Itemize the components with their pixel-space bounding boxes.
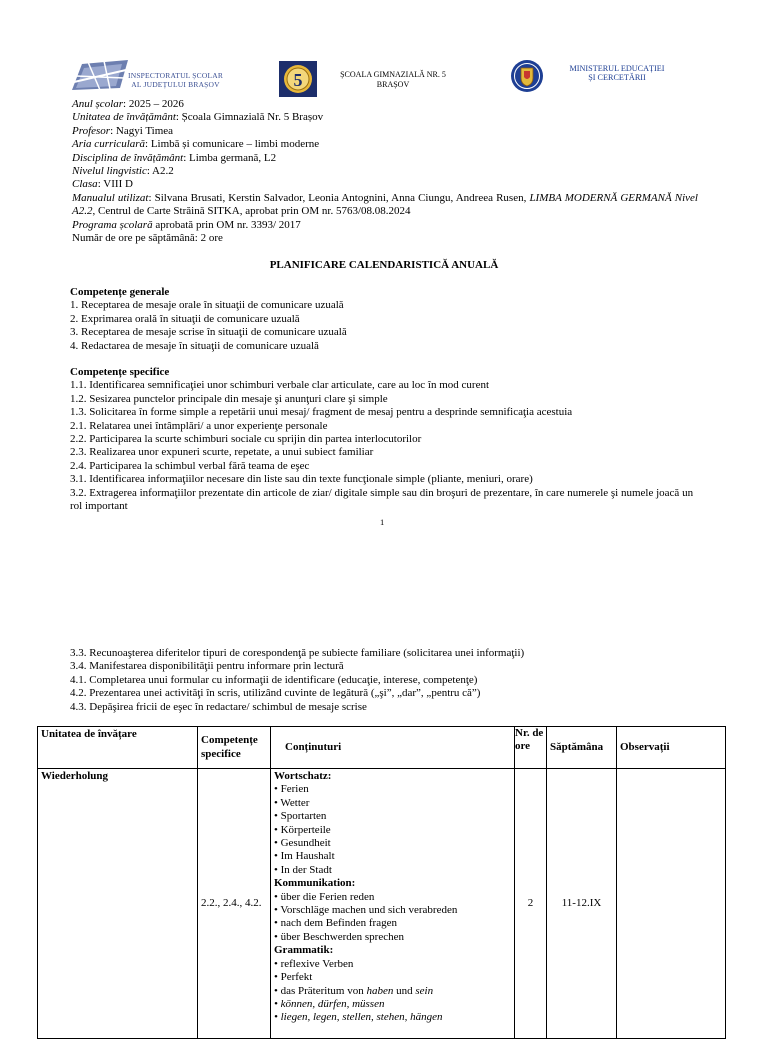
meta-line: [72, 111, 698, 124]
list-item: 2.1. Relatarea unei întâmplări/ a unor experienţe personale: [70, 419, 328, 432]
list-item: 4.1. Completarea unui formular cu informaţii de identificare (educaţie, interese, competenţe): [70, 673, 478, 686]
manual-line: [72, 192, 698, 219]
meta-value: : 2025 – 2026: [123, 98, 184, 110]
list-item: 1.3. Solicitarea în forme simple a repetării unui mesaj/ fragment de mesaj pentru a desprinde semnificaţia acestuia: [70, 406, 573, 419]
list-item: • über die Ferien reden: [274, 890, 375, 903]
header-observatii: Observații: [617, 727, 726, 769]
manual-title: LIMBA MODERNĂ GERMANĂ Nivel A2.2: [72, 191, 698, 218]
meta-line: [72, 125, 698, 138]
ministry-name-line1: MINISTERUL EDUCAȚIEI: [569, 64, 665, 73]
isj-emblem-icon: [70, 58, 130, 92]
school-name: [326, 70, 460, 89]
grammatik-text: sein: [415, 984, 434, 997]
meta-label: Disciplina de învățământ: [72, 151, 184, 164]
wortschatz-title: Wortschatz:: [274, 770, 332, 782]
manual-label: Manualul utilizat: [72, 191, 149, 204]
list-item: 4.2. Prezentarea unei activităţi în scris, utilizând cuvinte de legătură („şi”, „dar”, „pentru că”): [70, 687, 481, 700]
table-row: [38, 769, 726, 1039]
document-meta: [72, 98, 698, 245]
isj-name-line1: INSPECTORATUL ȘCOLAR: [128, 71, 224, 80]
header-competente: Competențe specifice: [198, 727, 271, 769]
meta-line: [72, 178, 698, 191]
meta-value: : Limbă și comunicare – limbi moderne: [145, 138, 320, 151]
grammatik-title: Grammatik:: [274, 944, 334, 957]
list-item: • können, dürfen, müssen: [274, 997, 385, 1010]
school-name-line1: ȘCOALA GIMNAZIALĂ NR. 5: [340, 70, 446, 79]
header-unitatea: Unitatea de învățare: [38, 727, 198, 769]
cell-unitatea: Wiederholung: [38, 769, 198, 1039]
meta-label: Aria curriculară: [72, 138, 146, 151]
meta-label: Nivelul lingvistic: [72, 165, 147, 178]
cell-continuturi: [271, 769, 515, 1039]
planning-table: [37, 726, 726, 1039]
meta-label: Unitatea de învățământ: [72, 111, 176, 124]
list-item: • Ferien: [274, 783, 309, 796]
list-item: 3. Receptarea de mesaje scrise în situaţii de comunicare uzuală: [70, 326, 347, 339]
meta-line: [72, 152, 698, 165]
list-item: • liegen, legen, stellen, stehen, hängen: [274, 1011, 443, 1024]
meta-value: : Nagyi Timea: [110, 124, 174, 137]
list-item: • Perfekt: [274, 971, 313, 984]
cell-competente: 2.2., 2.4., 4.2.: [198, 769, 271, 1039]
meta-value: : Școala Gimnazială Nr. 5 Brașov: [175, 111, 324, 124]
list-item: 3.1. Identificarea informaţiilor necesare din liste sau din texte funcţionale simple (pliante, meniuri, orare): [70, 473, 533, 486]
section-title: Competențe specifice: [70, 366, 170, 378]
list-item: 1.1. Identificarea semnificaţiei unor schimburi verbale clar articulate, care au loc în mod curent: [70, 379, 490, 392]
ministry-name: [558, 64, 676, 83]
manual-authors: : Silvana Brusati, Kerstin Salvador, Leonia Antognini, Anna Ciungu, Andreea Rusen,: [148, 191, 530, 204]
list-item: 4. Redactarea de mesaje în situaţii de comunicare uzuală: [70, 339, 319, 352]
meta-line: [72, 98, 698, 111]
list-item: • Vorschläge machen und sich verabreden: [274, 904, 458, 917]
section-title: Competențe generale: [70, 286, 170, 298]
grammatik-text: haben: [366, 984, 394, 997]
meta-value: : Limba germană, L2: [183, 151, 277, 164]
list-item: [274, 985, 511, 998]
programa-line: [72, 219, 698, 232]
header-saptamana: Săptămâna: [547, 727, 617, 769]
list-item: • Sportarten: [274, 810, 327, 823]
list-item: 1.2. Sesizarea punctelor principale din mesaje şi anunţuri clare şi simple: [70, 392, 388, 405]
list-item: • Im Haushalt: [274, 850, 335, 863]
school-name-line2: BRAȘOV: [376, 79, 410, 89]
grammatik-list: [274, 958, 511, 1025]
meta-line: [72, 165, 698, 178]
cell-observatii: [617, 769, 726, 1039]
wortschatz-list: [274, 783, 511, 877]
meta-value: : VIII D: [97, 178, 133, 191]
list-item: • Wetter: [274, 796, 310, 809]
page-number: 1: [380, 517, 385, 527]
list-item: • Gesundheit: [274, 837, 331, 850]
kommunikation-list: [274, 891, 511, 945]
school-logo: [278, 60, 318, 98]
competente-generale: [70, 286, 700, 353]
school-crest-icon: [278, 60, 318, 98]
ministry-name-line2: ȘI CERCETĂRII: [588, 73, 646, 83]
ministry-logo: [510, 59, 544, 93]
table-header-row: [38, 727, 726, 769]
document-title: PLANIFICARE CALENDARISTICĂ ANUALĂ: [269, 259, 499, 271]
competente-specifice-continued: [70, 647, 700, 714]
programa-value: aprobată prin OM nr. 3393/ 2017: [152, 218, 301, 231]
list-item: • Körperteile: [274, 823, 331, 836]
list-item: 2. Exprimarea orală în situaţii de comunicare uzuală: [70, 312, 300, 325]
manual-rest: , Centrul de Carte Străină SITKA, aprobat prin OM nr. 5763/08.08.2024: [92, 205, 411, 218]
programa-label: Programa școlară: [72, 218, 153, 231]
grammatik-text: und: [393, 984, 416, 997]
meta-label: Anul școlar: [72, 98, 124, 110]
list-item: 2.4. Participarea la schimbul verbal fără teama de eşec: [70, 459, 310, 472]
kommunikation-title: Kommunikation:: [274, 877, 356, 890]
header-nr-ore: Nr. de ore: [515, 727, 547, 769]
list-item: • über Beschwerden sprechen: [274, 930, 404, 943]
cell-saptamana: 11-12.IX: [547, 769, 617, 1039]
meta-label: Profesor: [72, 124, 111, 137]
list-item: 3.2. Extragerea informaţiilor prezentate din articole de ziar/ digitale simple sau din broşuri de prezentare, în care numerele şi numele joacă un rol important: [70, 486, 694, 513]
list-item: 2.3. Realizarea unor expuneri scurte, repetate, a unui subiect familiar: [70, 446, 374, 459]
list-item: 3.4. Manifestarea disponibilităţii pentru informare prin lectură: [70, 660, 344, 673]
competente-specifice: [70, 366, 700, 513]
meta-value: : A2.2: [146, 165, 174, 178]
list-item: • In der Stadt: [274, 863, 332, 876]
meta-line: [72, 138, 698, 151]
ore-line: Număr de ore pe săptămână: 2 ore: [72, 232, 223, 245]
school-badge-number: 5: [293, 70, 303, 90]
isj-name-line2: AL JUDEȚULUI BRAȘOV: [131, 79, 220, 89]
list-item: 2.2. Participarea la scurte schimburi sociale cu sprijin din partea interlocutorilor: [70, 433, 422, 446]
grammatik-text: • das Präteritum von: [274, 984, 367, 997]
list-item: 1. Receptarea de mesaje orale în situaţii de comunicare uzuală: [70, 299, 344, 312]
ministry-coat-of-arms-icon: [510, 59, 544, 93]
isj-logo: [70, 58, 230, 94]
cell-nr-ore: 2: [515, 769, 547, 1039]
list-item: 3.3. Recunoaşterea diferitelor tipuri de corespondenţă pe subiecte familiare (solicitarea unei informaţii): [70, 647, 525, 659]
meta-label: Clasa: [72, 178, 98, 191]
list-item: 4.3. Depăşirea fricii de eşec în redactare/ schimbul de mesaje scrise: [70, 700, 367, 713]
header-continuturi: Conținuturi: [271, 727, 515, 769]
list-item: • reflexive Verben: [274, 957, 354, 970]
list-item: • nach dem Befinden fragen: [274, 917, 397, 930]
